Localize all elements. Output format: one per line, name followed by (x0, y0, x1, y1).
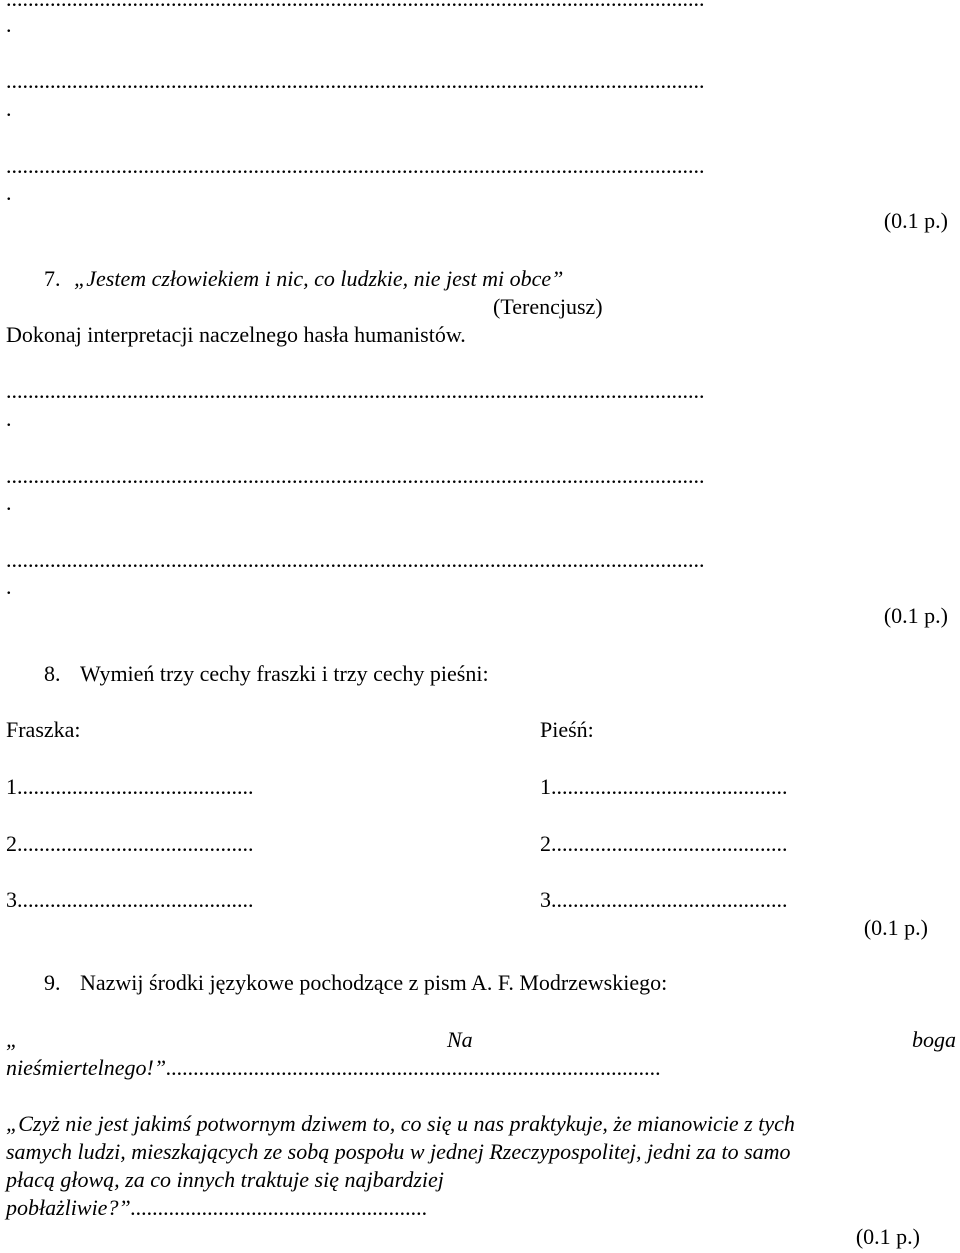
answer-line[interactable]: ............................................................................................................................... (6, 153, 705, 178)
question-number: 8. (44, 661, 61, 686)
quote-line-with-answer[interactable]: nieśmiertelnego!”.......................................................................................... (6, 1055, 662, 1080)
piesn-item[interactable]: 3........................................... (540, 887, 788, 912)
quote-word: boga (912, 1027, 956, 1052)
quote-open-mark: „ (6, 1027, 19, 1052)
question-prompt: Nazwij środki językowe pochodzące z pism A. F. Modrzewskiego: (80, 970, 668, 995)
points-label: (0.1 p.) (883, 603, 948, 628)
piesn-item[interactable]: 1........................................... (540, 774, 788, 799)
fraszka-item[interactable]: 1........................................... (6, 774, 254, 799)
answer-line[interactable]: ............................................................................................................................... (6, 68, 705, 93)
question-prompt: Wymień trzy cechy fraszki i trzy cechy pieśni: (80, 661, 489, 686)
quote-word: Na (447, 1027, 473, 1052)
quote-line: płacą głową, za co innych traktuje się najbardziej (6, 1167, 444, 1192)
answer-line[interactable]: ............................................................................................................................... (6, 378, 705, 403)
answer-line-dot: . (6, 406, 12, 431)
question-instruction: Dokonaj interpretacji naczelnego hasła humanistów. (6, 322, 466, 347)
fraszka-header: Fraszka: (6, 717, 81, 742)
answer-line[interactable] (6, 0, 705, 10)
points-label: (0.1 p.) (855, 1224, 920, 1249)
piesn-header: Pieśń: (540, 717, 594, 742)
answer-line[interactable]: ............................................................................................................................... (6, 463, 705, 488)
answer-line-dot: . (6, 12, 12, 37)
question-number: 9. (44, 970, 61, 995)
fraszka-item[interactable]: 2........................................... (6, 831, 254, 856)
answer-line-dot: . (6, 96, 12, 121)
answer-line-dot: . (6, 180, 12, 205)
points-label: (0.1 p.) (863, 915, 928, 940)
answer-line[interactable]: ............................................................................................................................... (6, 547, 705, 572)
answer-line-dot: . (6, 574, 12, 599)
points-label: (0.1 p.) (883, 208, 948, 233)
quote-line-with-answer[interactable]: pobłażliwie?”...................................................... (6, 1195, 428, 1220)
quote-line: „Czyż nie jest jakimś potwornym dziwem to, co się u nas praktykuje, że mianowicie z tych (6, 1111, 795, 1136)
answer-line-dot: . (6, 490, 12, 515)
fraszka-item[interactable]: 3........................................... (6, 887, 254, 912)
quote-line: samych ludzi, mieszkających ze sobą pospołu w jednej Rzeczypospolitej, jedni za to samo (6, 1139, 791, 1164)
question-number: 7. (44, 266, 61, 291)
question-quote: „Jestem człowiekiem i nic, co ludzkie, nie jest mi obce” (74, 266, 564, 291)
quote-author: (Terencjusz) (493, 294, 603, 319)
piesn-item[interactable]: 2........................................... (540, 831, 788, 856)
